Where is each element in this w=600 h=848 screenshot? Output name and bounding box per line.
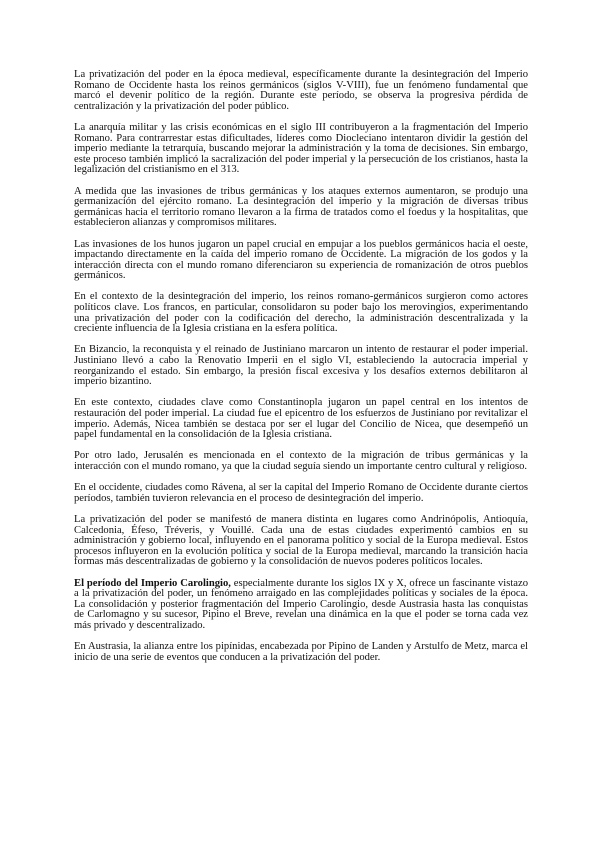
paragraph-hunos <box>74 240 528 282</box>
paragraph-ciudades <box>74 515 528 568</box>
paragraph-text: La privatización del poder en la época medieval, específicamente durante la desintegración del Imperio Romano de Occidente hasta los reinos germánicos (siglos V-VIII), fue un fenómeno fundamental que marcó el devenir político de la región. Durante este período, se observa la progresiva pérdida de centralización y la privatización del poder público. <box>74 69 528 112</box>
paragraph-reinos-romano-germanicos <box>74 292 528 334</box>
paragraph-text: especialmente durante los siglos IX y X, ofrece un fascinante vistazo a la privatización del poder, un fenómeno arraigado en las complejidades políticas y sociales de la época. La consolidación y posterior fragmentación del Imperio Carolingio, desde Austrasia hasta las conquistas de Carlomagno y su sucesor, Pipino el Breve, revelan una dinámica en la que el poder se torna cada vez más privado y descentralizado. <box>74 577 528 631</box>
paragraph-jerusalen <box>74 451 528 472</box>
paragraph-anarquia-militar <box>74 123 528 176</box>
paragraph-intro <box>74 70 528 112</box>
paragraph-text: A medida que las invasiones de tribus germánicas y los ataques externos aumentaron, se produjo una germanización del ejército romano. La desintegración del imperio y la migración de diversas tribus germánicas hacia el territorio romano llevaron a la firma de tratados como el foedus y la hospitalitas, que establecieron alianzas y compromisos militares. <box>74 185 528 229</box>
paragraph-bold-lead: El período del Imperio Carolingio, <box>74 577 231 589</box>
paragraph-constantinopla <box>74 398 528 440</box>
paragraph-text: En este contexto, ciudades clave como Constantinopla jugaron un papel central en los intentos de restauración del poder imperial. La ciudad fue el epicentro de los esfuerzos de Justiniano por revitalizar el imperio. Además, Nicea también se destaca por ser el lugar del Concilio de Nicea, que desempeñó un papel fundamental en la consolidación de la Iglesia cristiana. <box>74 397 528 441</box>
paragraph-austrasia <box>74 642 528 663</box>
paragraph-ravena <box>74 483 528 504</box>
paragraph-text: En el contexto de la desintegración del imperio, los reinos romano-germánicos surgieron como actores políticos clave. Los francos, en particular, consolidaron su poder bajo los merovingios, experimentando una privatización del poder con la codificación del derecho, la administración descentralizada y la creciente influencia de la Iglesia cristiana en la esfera política. <box>74 291 528 335</box>
paragraph-text: En Bizancio, la reconquista y el reinado de Justiniano marcaron un intento de restaurar el poder imperial. Justiniano llevó a cabo la Renovatio Imperii en el siglo VI, estableciendo la autocracia imperial y reorganizando el estado. Sin embargo, la presión fiscal excesiva y los desafíos externos debilitaron al imperio bizantino. <box>74 344 528 388</box>
paragraph-bizancio <box>74 345 528 387</box>
paragraph-text: En el occidente, ciudades como Rávena, al ser la capital del Imperio Romano de Occidente durante ciertos períodos, también tuvieron relevancia en el proceso de desintegración del imperio. <box>74 482 528 504</box>
paragraph-text: La anarquía militar y las crisis económicas en el siglo III contribuyeron a la fragmentación del Imperio Romano. Para contrarrestar estas dificultades, líderes como Diocleciano intentaron dividir la gestión del imperio mediante la tetrarquía, buscando mejorar la administración y la toma de decisiones. Sin embargo, este proceso también implicó la sacralización del poder imperial y la persecución de los cristianos, hasta la legalización del cristianismo en el 313. <box>74 121 528 176</box>
paragraph-germanizacion <box>74 187 528 229</box>
paragraph-text: Las invasiones de los hunos jugaron un papel crucial en empujar a los pueblos germánicos hacia el oeste, impactando directamente en la caída del imperio romano de Occidente. La migración de los godos y la interacción directa con el mundo romano diferenciaron su experiencia de romanización de otros pueblos germánicos. <box>74 238 528 282</box>
paragraph-carolingio <box>74 579 528 632</box>
paragraph-text: Por otro lado, Jerusalén es mencionada en el contexto de la migración de tribus germánicas y la interacción con el mundo romano, ya que la ciudad seguía siendo un importante centro cultural y religioso. <box>74 450 528 472</box>
paragraph-text: En Austrasia, la alianza entre los pipínidas, encabezada por Pipino de Landen y Arstulfo de Metz, marca el inicio de una serie de eventos que conducen a la privatización del poder. <box>74 641 528 663</box>
paragraph-text: La privatización del poder se manifestó de manera distinta en lugares como Andrinópolis, Antioquía, Calcedonia, Éfeso, Tréveris, y Vouillé. Cada una de estas ciudades experimentó cambios en su administración y gobierno local, influyendo en el panorama político y social de la Europa medieval. Estos procesos influyeron en la evolución política y social de la Europa medieval, marcando la transición hacia formas más descentralizadas de gobierno y la consolidación de nuevos poderes políticos locales. <box>74 513 528 568</box>
